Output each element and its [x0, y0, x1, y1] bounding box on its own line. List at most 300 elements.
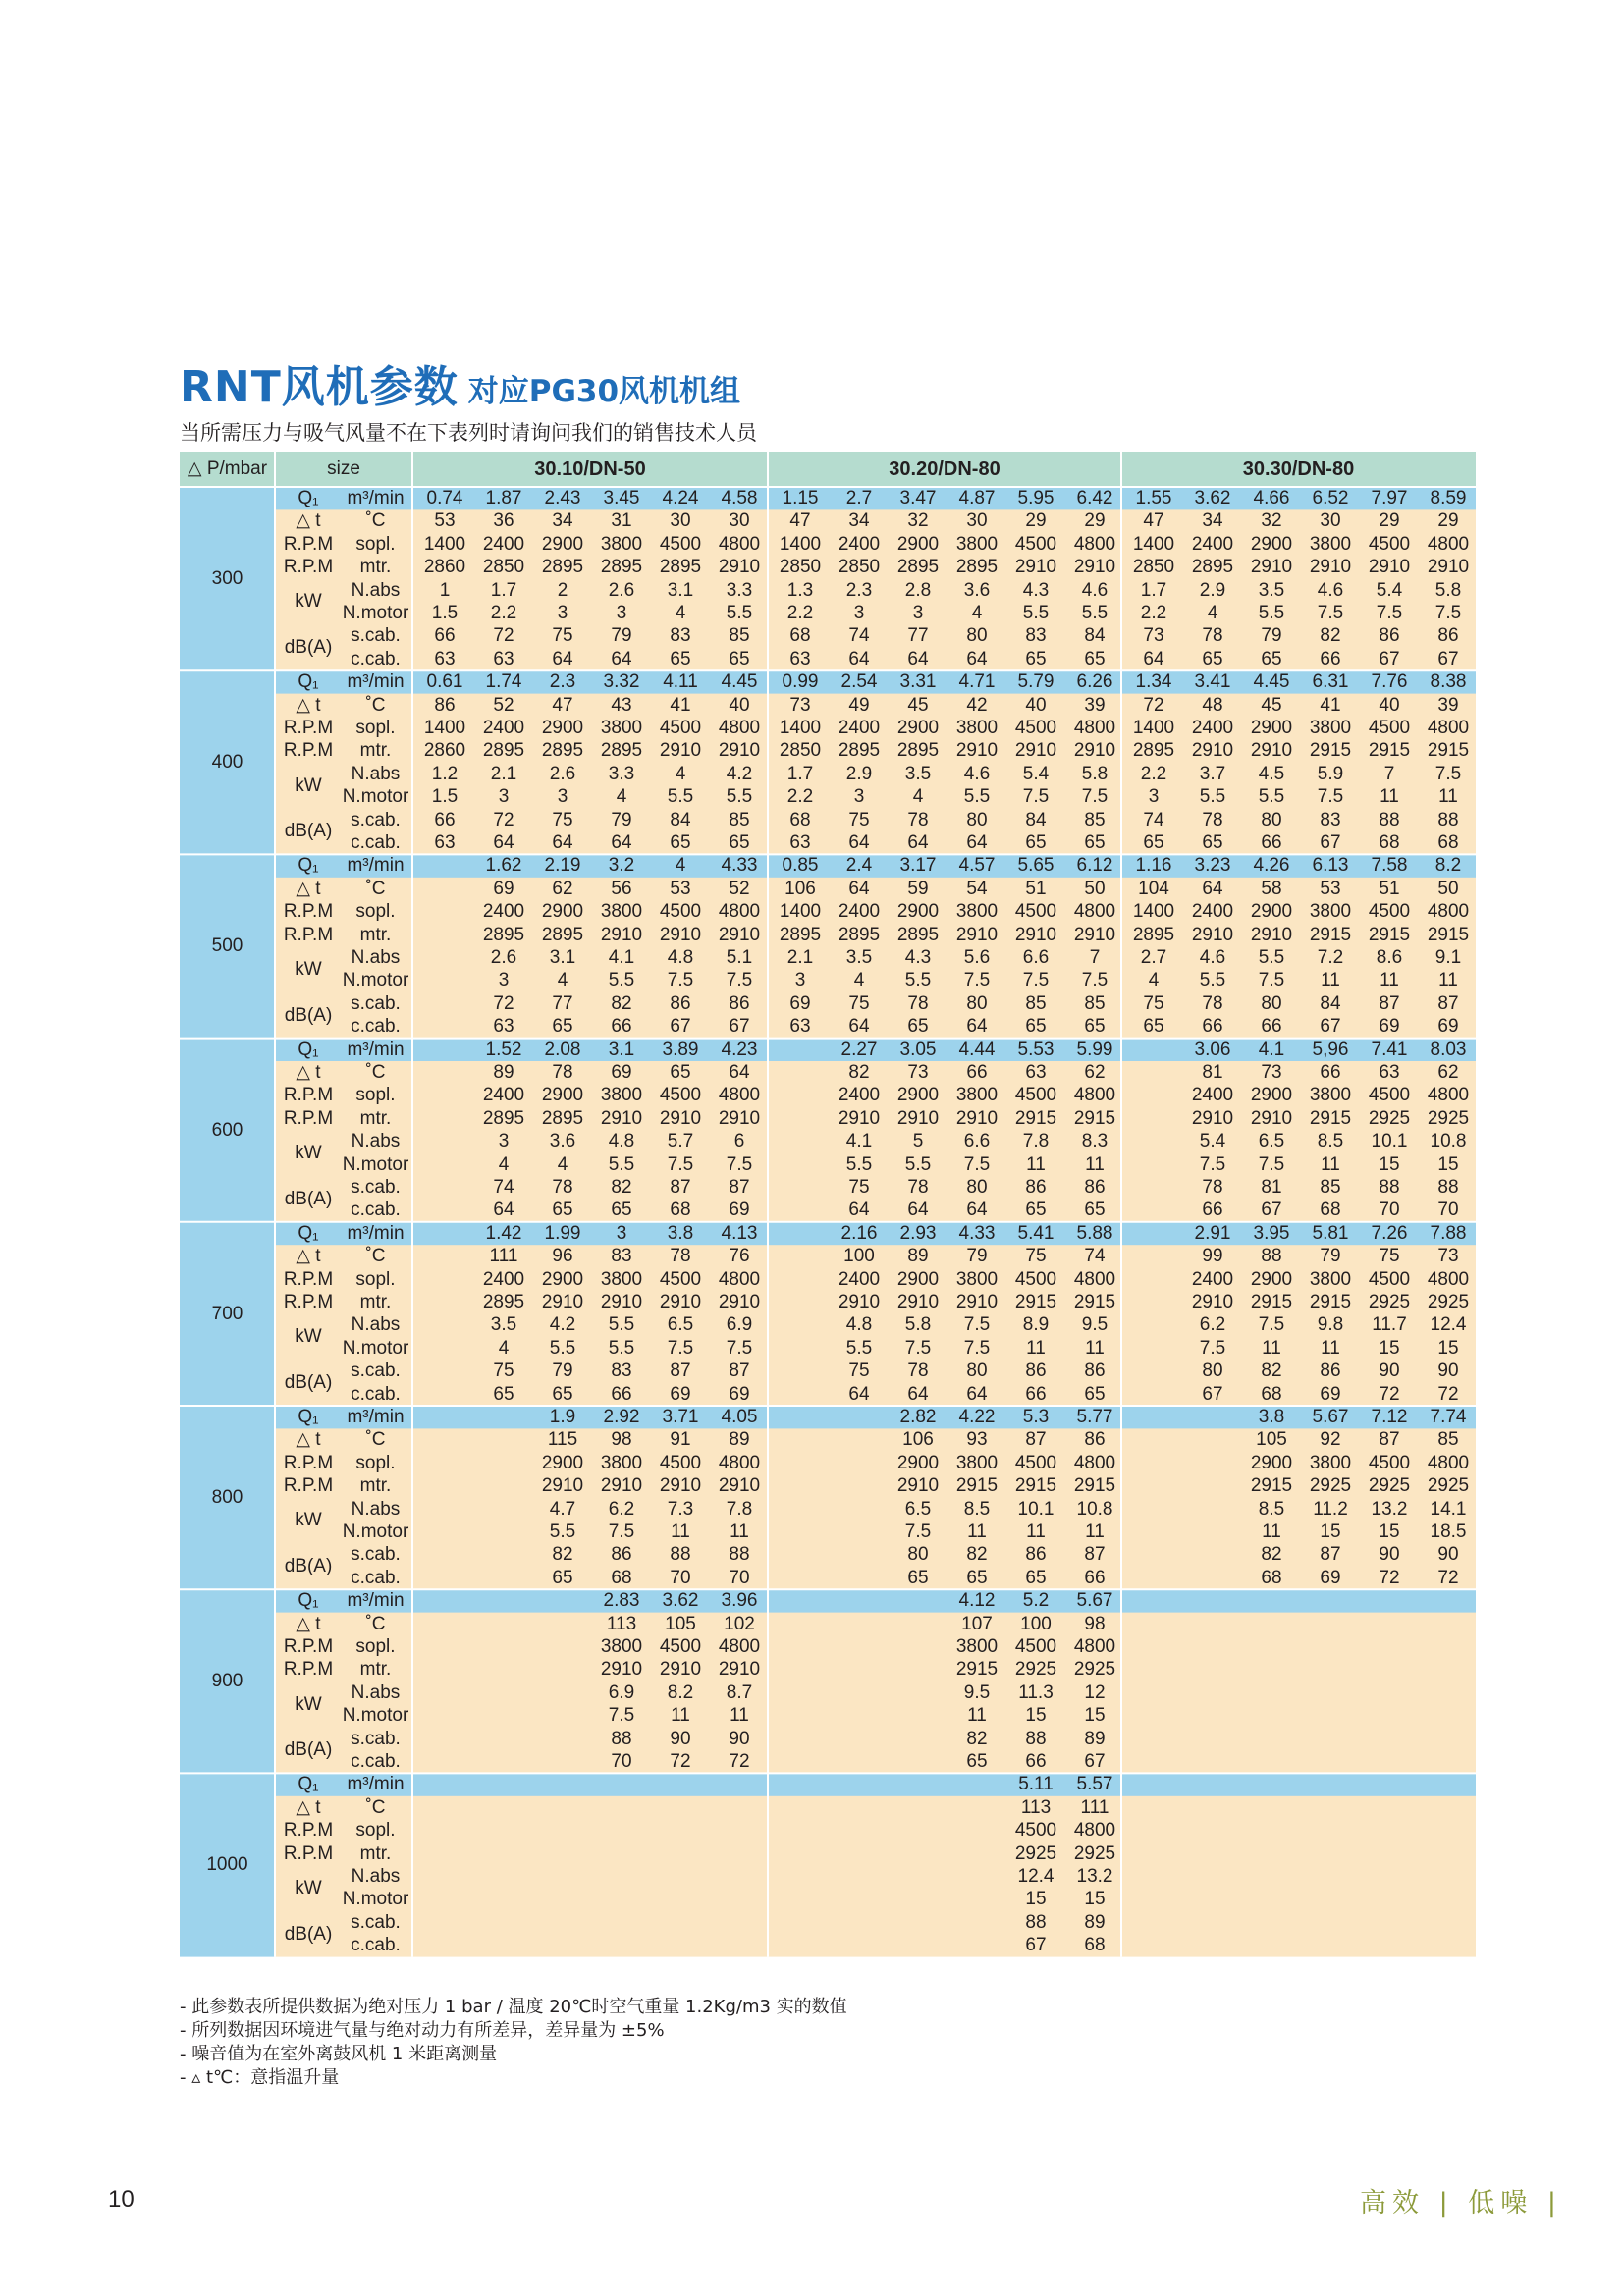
table-cell: 11 — [1262, 1522, 1281, 1542]
table-cell: 65 — [1025, 1200, 1047, 1221]
table-cell: 59 — [907, 878, 929, 899]
table-cell: 68 — [1437, 832, 1459, 853]
table-cell: 4.1 — [1258, 1039, 1285, 1060]
table-cell: 6 — [733, 1131, 745, 1152]
table-cell: 5.11 — [1018, 1774, 1054, 1795]
table-cell: 72 — [1379, 1383, 1400, 1405]
table-cell: 75 — [552, 809, 573, 830]
table-cell: 2900 — [896, 1452, 940, 1473]
table-cell: 65 — [1084, 648, 1106, 669]
table-cell: 82 — [1261, 1361, 1282, 1382]
table-cell: 5.4 — [1199, 1131, 1226, 1152]
table-cell: 68 — [789, 625, 811, 647]
model-header: 30.10/DN-50 — [534, 458, 646, 480]
table-cell: 2895 — [541, 557, 584, 578]
table-cell: 5.95 — [1017, 488, 1055, 508]
table-cell: 79 — [552, 1361, 573, 1382]
table-cell: 63 — [1379, 1062, 1400, 1083]
table-cell: 2915 — [1073, 1292, 1116, 1312]
param-unit: N.motor — [342, 1522, 409, 1542]
param-unit: mtr. — [359, 1292, 392, 1312]
table-cell: 88 — [670, 1544, 691, 1566]
table-cell: 2910 — [718, 924, 761, 945]
table-cell: 82 — [611, 992, 632, 1014]
table-cell: 91 — [670, 1429, 691, 1451]
table-cell: 64 — [907, 1200, 929, 1221]
table-cell: 67 — [1320, 832, 1341, 853]
table-cell: 4 — [498, 1337, 510, 1359]
table-cell: 29 — [1084, 510, 1106, 532]
table-cell: 7.5 — [1022, 786, 1050, 808]
table-cell: 1.99 — [544, 1222, 581, 1244]
table-cell: 2400 — [1191, 718, 1234, 738]
table-cell: 99 — [1202, 1246, 1223, 1267]
table-cell: 2400 — [482, 533, 525, 555]
table-cell: 52 — [729, 878, 750, 899]
table-cell: 72 — [493, 809, 514, 830]
param-unit: c.cab. — [351, 1383, 401, 1405]
table-cell: 3800 — [600, 1636, 643, 1657]
table-cell: 11 — [1380, 970, 1399, 991]
table-cell: 2910 — [1073, 924, 1116, 945]
table-cell: 7.88 — [1430, 1222, 1467, 1244]
param-label: R.P.M — [283, 1452, 334, 1473]
table-cell: 7.5 — [1434, 763, 1462, 784]
table-cell: 85 — [1320, 1177, 1341, 1198]
table-cell: 66 — [611, 1383, 632, 1405]
table-cell: 4500 — [1368, 533, 1411, 555]
table-cell: 102 — [724, 1613, 755, 1634]
pressure-value: 1000 — [206, 1854, 248, 1876]
table-cell: 3800 — [600, 1085, 643, 1106]
table-cell: 29 — [1025, 510, 1047, 532]
table-cell: 2900 — [896, 1268, 940, 1290]
table-cell: 69 — [729, 1383, 750, 1405]
table-cell: 4800 — [718, 901, 761, 923]
param-unit: s.cab. — [351, 1361, 401, 1382]
table-cell: 2910 — [541, 1475, 584, 1497]
table-cell: 30 — [1320, 510, 1341, 532]
table-cell: 65 — [552, 1567, 573, 1588]
table-cell: 3.89 — [662, 1039, 699, 1060]
param-unit: ˚C — [365, 694, 386, 716]
table-cell: 7.5 — [1081, 786, 1109, 808]
table-cell: 2.91 — [1194, 1222, 1231, 1244]
param-label: R.P.M — [283, 1842, 334, 1864]
table-cell: 2850 — [779, 557, 822, 578]
table-cell: 70 — [1437, 1200, 1459, 1221]
table-cell: 2.7 — [845, 488, 873, 508]
param-group-label: kW — [295, 1326, 322, 1348]
table-cell: 2895 — [482, 924, 525, 945]
table-cell: 88 — [1437, 1177, 1459, 1198]
table-cell: 5.5 — [845, 1153, 873, 1175]
table-cell: 2400 — [838, 901, 881, 923]
table-cell: 80 — [966, 1361, 988, 1382]
q-row-bg — [275, 1589, 1476, 1612]
param-group-label: kW — [295, 1510, 322, 1531]
param-unit: sopl. — [355, 718, 396, 738]
table-cell: 2910 — [1250, 924, 1293, 945]
param-unit: s.cab. — [351, 1177, 401, 1198]
table-cell: 5.5 — [1258, 603, 1285, 623]
table-cell: 5.65 — [1017, 855, 1055, 877]
param-label: Q₁ — [298, 1039, 319, 1060]
table-cell: 2915 — [1250, 1475, 1293, 1497]
table-cell: 4500 — [1014, 718, 1057, 738]
table-cell: 2915 — [1073, 1475, 1116, 1497]
table-cell: 113 — [606, 1613, 637, 1634]
table-cell: 78 — [1202, 625, 1223, 647]
table-cell: 2400 — [1191, 901, 1234, 923]
table-cell: 2400 — [838, 1085, 881, 1106]
table-cell: 79 — [611, 625, 632, 647]
table-cell: 83 — [1025, 625, 1047, 647]
table-cell: 5.1 — [726, 947, 753, 968]
table-cell: 2915 — [1309, 924, 1352, 945]
table-cell: 4 — [675, 603, 686, 623]
table-cell: 3.3 — [726, 579, 753, 601]
table-cell: 58 — [1261, 878, 1282, 899]
table-cell: 4.71 — [958, 671, 996, 693]
pressure-value: 600 — [211, 1119, 243, 1141]
table-cell: 18.5 — [1430, 1522, 1467, 1542]
table-cell: 40 — [1025, 694, 1047, 716]
param-unit: ˚C — [365, 1062, 386, 1083]
table-cell: 2 — [557, 579, 568, 601]
table-cell: 78 — [907, 1177, 929, 1198]
table-cell: 8.2 — [667, 1682, 694, 1703]
param-unit: mtr. — [359, 740, 392, 762]
table-cell: 4800 — [1073, 533, 1116, 555]
table-cell: 6.12 — [1076, 855, 1113, 877]
table-cell: 11 — [1262, 1337, 1281, 1359]
table-cell: 4.6 — [1317, 579, 1344, 601]
table-cell: 65 — [670, 648, 691, 669]
table-cell: 1400 — [423, 718, 466, 738]
param-group-label: dB(A) — [284, 1371, 333, 1393]
table-cell: 63 — [789, 648, 811, 669]
table-cell: 79 — [966, 1246, 988, 1267]
table-cell: 85 — [1025, 992, 1047, 1014]
table-cell: 53 — [1320, 878, 1341, 899]
table-cell: 6.9 — [726, 1314, 753, 1336]
table-cell: 4.87 — [958, 488, 996, 508]
table-cell: 3.32 — [603, 671, 640, 693]
table-cell: 69 — [789, 992, 811, 1014]
table-cell: 78 — [1202, 809, 1223, 830]
table-cell: 65 — [670, 832, 691, 853]
table-cell: 86 — [1025, 1544, 1047, 1566]
table-cell: 1 — [439, 579, 451, 601]
table-cell: 4500 — [1014, 1820, 1057, 1842]
table-cell: 3.1 — [549, 947, 576, 968]
table-cell: 65 — [552, 1200, 573, 1221]
table-cell: 15 — [1320, 1522, 1341, 1542]
table-cell: 13.2 — [1076, 1866, 1113, 1887]
table-cell: 1.5 — [431, 603, 459, 623]
table-cell: 63 — [493, 1016, 514, 1038]
page-subtitle: 当所需压力与吸气风量不在下表列时请询问我们的销售技术人员 — [180, 421, 757, 445]
param-group-label: kW — [295, 1877, 322, 1898]
table-cell: 2925 — [1368, 1475, 1411, 1497]
table-cell: 39 — [1437, 694, 1459, 716]
table-cell: 66 — [1084, 1567, 1106, 1588]
table-cell: 7.74 — [1430, 1407, 1467, 1427]
table-cell: 15 — [1437, 1153, 1459, 1175]
table-cell: 6.13 — [1312, 855, 1349, 877]
table-cell: 65 — [1143, 1016, 1164, 1038]
table-cell: 4.66 — [1253, 488, 1290, 508]
table-cell: 6.5 — [1258, 1131, 1285, 1152]
table-cell: 68 — [1261, 1383, 1282, 1405]
table-cell: 66 — [1202, 1200, 1223, 1221]
table-cell: 3800 — [1309, 1452, 1352, 1473]
table-cell: 5.5 — [608, 1153, 635, 1175]
param-unit: mtr. — [359, 557, 392, 578]
table-cell: 4500 — [659, 1268, 702, 1290]
param-unit: mtr. — [359, 1107, 392, 1129]
table-cell: 64 — [1202, 878, 1223, 899]
table-cell: 2900 — [1250, 1085, 1293, 1106]
table-cell: 4800 — [718, 1085, 761, 1106]
table-cell: 11 — [730, 1705, 749, 1727]
table-cell: 65 — [1202, 648, 1223, 669]
table-cell: 5.6 — [963, 947, 991, 968]
table-cell: 3.95 — [1253, 1222, 1290, 1244]
table-cell: 92 — [1320, 1429, 1341, 1451]
table-cell: 3800 — [600, 901, 643, 923]
table-cell: 66 — [1025, 1751, 1047, 1772]
table-cell: 3800 — [955, 1452, 999, 1473]
table-cell: 3800 — [1309, 901, 1352, 923]
table-cell: 2925 — [1014, 1842, 1057, 1864]
table-cell: 11 — [1321, 970, 1340, 991]
table-cell: 6.9 — [608, 1682, 635, 1703]
table-cell: 69 — [670, 1383, 691, 1405]
table-cell: 52 — [493, 694, 514, 716]
table-cell: 78 — [1202, 1177, 1223, 1198]
table-cell: 8.7 — [726, 1682, 753, 1703]
param-unit: m³/min — [347, 1039, 405, 1060]
table-cell: 9.5 — [963, 1682, 991, 1703]
table-cell: 67 — [1261, 1200, 1282, 1221]
table-cell: 2895 — [779, 924, 822, 945]
table-cell: 82 — [611, 1177, 632, 1198]
table-cell: 3800 — [600, 1268, 643, 1290]
table-cell: 45 — [907, 694, 929, 716]
table-cell: 5.5 — [1199, 970, 1226, 991]
table-cell: 4500 — [1368, 1452, 1411, 1473]
table-cell: 3.3 — [608, 763, 635, 784]
param-label: R.P.M — [283, 1820, 334, 1842]
pressure-value: 300 — [211, 568, 243, 589]
table-cell: 2910 — [659, 1292, 702, 1312]
table-cell: 65 — [1025, 1016, 1047, 1038]
table-cell: 2910 — [1191, 1292, 1234, 1312]
table-cell: 4 — [1207, 603, 1218, 623]
table-cell: 68 — [1084, 1935, 1106, 1956]
model-header: 30.20/DN-80 — [889, 458, 1001, 480]
table-cell: 3.41 — [1194, 671, 1231, 693]
param-unit: sopl. — [355, 1820, 396, 1842]
table-cell: 65 — [493, 1383, 514, 1405]
table-cell: 2895 — [600, 740, 643, 762]
table-cell: 2860 — [423, 557, 466, 578]
table-cell: 15 — [1084, 1705, 1106, 1727]
table-cell: 7.5 — [963, 1314, 991, 1336]
param-label: R.P.M — [283, 1292, 334, 1312]
table-cell: 5.5 — [963, 786, 991, 808]
param-unit: sopl. — [355, 1085, 396, 1106]
param-unit: m³/min — [347, 1222, 405, 1244]
q-row-bg — [275, 1773, 1476, 1795]
table-cell: 2910 — [718, 557, 761, 578]
table-cell: 0.99 — [782, 671, 819, 693]
title-main: RNT风机参数 — [180, 362, 459, 412]
table-cell: 4.8 — [667, 947, 694, 968]
table-cell: 4.6 — [1081, 579, 1109, 601]
table-cell: 63 — [493, 648, 514, 669]
table-cell: 4.8 — [608, 1131, 635, 1152]
table-cell: 1.42 — [485, 1222, 522, 1244]
table-cell: 65 — [966, 1567, 988, 1588]
table-cell: 30 — [729, 510, 750, 532]
param-group-label: dB(A) — [284, 637, 333, 659]
param-label: △ t — [296, 694, 321, 716]
table-cell: 65 — [670, 1062, 691, 1083]
table-cell: 1.3 — [786, 579, 814, 601]
table-cell: 7.5 — [608, 1522, 635, 1542]
table-cell: 7.8 — [1022, 1131, 1050, 1152]
table-cell: 29 — [1379, 510, 1400, 532]
table-cell: 4.45 — [1253, 671, 1290, 693]
param-label: △ t — [296, 1796, 321, 1818]
table-cell: 39 — [1084, 694, 1106, 716]
table-cell: 69 — [729, 1200, 750, 1221]
table-cell: 87 — [1379, 992, 1400, 1014]
param-label: Q₁ — [298, 1590, 319, 1612]
table-cell: 3800 — [955, 718, 999, 738]
table-cell: 73 — [1437, 1246, 1459, 1267]
param-unit: ˚C — [365, 1429, 386, 1451]
table-cell: 105 — [665, 1613, 696, 1634]
table-cell: 1.7 — [490, 579, 517, 601]
table-cell: 2910 — [600, 1107, 643, 1129]
table-cell: 2.92 — [603, 1407, 640, 1427]
table-cell: 2925 — [1014, 1659, 1057, 1681]
table-cell: 51 — [1379, 878, 1400, 899]
table-cell: 87 — [729, 1361, 750, 1382]
table-cell: 85 — [1084, 809, 1106, 830]
table-cell: 2400 — [1191, 1268, 1234, 1290]
table-cell: 4.8 — [845, 1314, 873, 1336]
table-cell: 4800 — [1427, 533, 1470, 555]
table-cell: 2910 — [659, 1659, 702, 1681]
table-cell: 4800 — [1073, 1636, 1116, 1657]
table-cell: 4500 — [659, 1085, 702, 1106]
table-cell: 2925 — [1073, 1659, 1116, 1681]
table-cell: 3800 — [1309, 533, 1352, 555]
table-cell: 2895 — [838, 740, 881, 762]
table-cell: 8.59 — [1430, 488, 1467, 508]
table-cell: 77 — [907, 625, 929, 647]
table-cell: 2910 — [659, 1107, 702, 1129]
table-cell: 63 — [1025, 1062, 1047, 1083]
table-cell: 8.2 — [1434, 855, 1462, 877]
table-cell: 80 — [1261, 809, 1282, 830]
table-cell: 4500 — [1014, 1452, 1057, 1473]
table-cell: 1.5 — [431, 786, 459, 808]
table-cell: 5.77 — [1076, 1407, 1113, 1427]
table-cell: 4500 — [1014, 533, 1057, 555]
table-cell: 4800 — [1427, 901, 1470, 923]
table-cell: 4.44 — [958, 1039, 996, 1060]
table-cell: 1.87 — [485, 488, 522, 508]
table-cell: 79 — [611, 809, 632, 830]
table-cell: 4 — [912, 786, 924, 808]
param-unit: ˚C — [365, 510, 386, 532]
table-cell: 5.8 — [904, 1314, 932, 1336]
table-cell: 2910 — [718, 1475, 761, 1497]
table-cell: 7.5 — [608, 1705, 635, 1727]
table-cell: 51 — [1025, 878, 1047, 899]
table-cell: 7 — [1383, 763, 1395, 784]
table-cell: 4500 — [1014, 1268, 1057, 1290]
table-cell: 72 — [670, 1751, 691, 1772]
table-cell: 8.38 — [1430, 671, 1467, 693]
table-cell: 11 — [1085, 1153, 1105, 1175]
table-cell: 90 — [670, 1728, 691, 1749]
table-cell: 5.8 — [1434, 579, 1462, 601]
table-cell: 15 — [1379, 1522, 1400, 1542]
table-cell: 79 — [1261, 625, 1282, 647]
table-cell: 2910 — [1014, 557, 1057, 578]
table-cell: 3800 — [955, 1085, 999, 1106]
table-cell: 4.6 — [1199, 947, 1226, 968]
table-cell: 11 — [1085, 1522, 1105, 1542]
table-cell: 4500 — [1014, 1636, 1057, 1657]
param-group-label: dB(A) — [284, 1556, 333, 1577]
table-cell: 67 — [1320, 1016, 1341, 1038]
param-label: R.P.M — [283, 1659, 334, 1681]
table-cell: 3800 — [600, 533, 643, 555]
table-cell: 2915 — [955, 1475, 999, 1497]
table-cell: 87 — [729, 1177, 750, 1198]
table-cell: 66 — [611, 1016, 632, 1038]
table-cell: 6.6 — [1022, 947, 1050, 968]
table-cell: 2910 — [955, 1107, 999, 1129]
table-cell: 2900 — [541, 1085, 584, 1106]
table-cell: 2915 — [1014, 1292, 1057, 1312]
table-cell: 68 — [789, 809, 811, 830]
table-cell: 10.8 — [1430, 1131, 1467, 1152]
table-cell: 5.79 — [1017, 671, 1055, 693]
table-cell: 5.4 — [1376, 579, 1403, 601]
table-cell: 4800 — [718, 1452, 761, 1473]
table-cell: 82 — [1320, 625, 1341, 647]
table-cell: 64 — [552, 832, 573, 853]
table-cell: 4800 — [1073, 1268, 1116, 1290]
table-cell: 65 — [907, 1567, 929, 1588]
table-cell: 105 — [1256, 1429, 1287, 1451]
table-cell: 15 — [1437, 1337, 1459, 1359]
table-cell: 5.5 — [726, 786, 753, 808]
table-cell: 86 — [611, 1544, 632, 1566]
table-cell: 2925 — [1427, 1475, 1470, 1497]
table-cell: 4.11 — [663, 671, 698, 693]
table-cell: 75 — [552, 625, 573, 647]
